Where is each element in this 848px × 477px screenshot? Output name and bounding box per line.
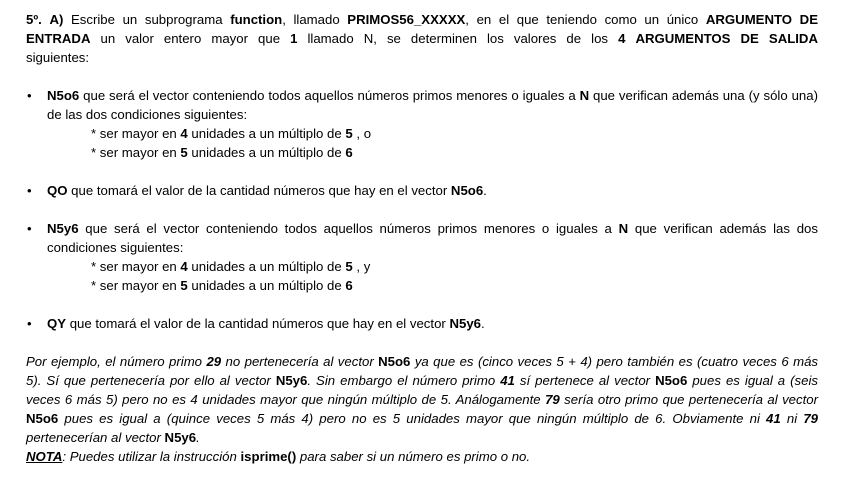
bullet-icon: •	[27, 88, 32, 103]
var-name: N5o6	[47, 88, 80, 103]
keyword-argumento: ARGUMENTO DE	[705, 12, 819, 27]
intro-line-2	[26, 29, 818, 48]
bullet-text: que verifican además una (y sólo una) de las dos condiciones siguientes:	[47, 88, 818, 122]
bullet-text: que será el vector conteniendo todos aquellos números primos menores o iguales a	[79, 88, 580, 103]
exercise-document	[26, 10, 818, 466]
condition-line: * ser mayor en 4 unidades a un múltiplo de 5 , o	[91, 126, 372, 141]
bullet-text: que verifican además las dos condiciones siguientes:	[47, 221, 818, 255]
keyword-one: 1	[290, 31, 298, 46]
var-name: QY	[47, 316, 67, 331]
condition-line: * ser mayor en 5 unidades a un múltiplo de 6	[91, 145, 353, 160]
note-label: NOTA	[26, 449, 63, 464]
condition-line: * ser mayor en 5 unidades a un múltiplo de 6	[91, 278, 353, 293]
keyword-function: function	[230, 12, 283, 27]
var-ref: N5o6	[450, 183, 484, 198]
var-ref: N5y6	[449, 316, 481, 331]
bullet-text: que será el vector conteniendo todos aquellos números primos menores o iguales a	[78, 221, 619, 236]
intro-text: llamado N, se determinen los valores de los	[297, 31, 619, 46]
exercise-part: A)	[49, 12, 64, 27]
intro-line-3: siguientes:	[26, 50, 90, 65]
bullet-qo: • QO que tomará el valor de la cantidad números que hay en el vector N5o6.	[27, 183, 487, 198]
intro-text: , llamado	[282, 12, 348, 27]
example-paragraph: Por ejemplo, el número primo 29 no pertenecería al vector N5o6 ya que es (cinco veces 5 + 4) pero también es (cuatro veces 6 más 5). Sí que pertenecería por ello al vector N5y6. Sin embargo el número primo 41 sí pertenece al vector N5o6 pues es igual a (seis veces 6 más 5) pero no es 4 unidades mayor que ningún múltiplo de 5. Análogamente 79 sería otro primo que pertenecería al vector N5o6 pues es igual a (quince veces 5 más 4) pero no es 5 unidades mayor que ningún múltiplo de 6. Obviamente ni 41 ni 79 pertenecerían al vector N5y6.	[26, 354, 819, 445]
function-name: PRIMOS56_XXXXX	[347, 12, 466, 27]
bullet-icon: •	[27, 316, 32, 331]
bullet-n5y6	[26, 219, 818, 257]
bullet-icon: •	[27, 221, 32, 236]
bullet-text: que tomará el valor de la cantidad números que hay en el vector	[67, 183, 451, 198]
bullet-text: que tomará el valor de la cantidad números que hay en el vector	[66, 316, 450, 331]
intro-text: , en el que teniendo como un único	[465, 12, 706, 27]
var-name: QO	[47, 183, 68, 198]
keyword-salida: ARGUMENTOS DE SALIDA	[635, 31, 818, 46]
intro-line-1	[26, 10, 818, 29]
bullet-n5o6	[26, 86, 818, 124]
var-n: N	[579, 88, 590, 103]
var-name: N5y6	[47, 221, 79, 236]
function-isprime: isprime()	[240, 449, 297, 464]
var-n: N	[618, 221, 629, 236]
note-paragraph: NOTA: Puedes utilizar la instrucción isprime() para saber si un número es primo o no.	[26, 449, 531, 464]
keyword-four: 4	[618, 31, 626, 46]
bullet-qy: • QY que tomará el valor de la cantidad números que hay en el vector N5y6.	[27, 316, 485, 331]
intro-text: Escribe un subprograma	[63, 12, 231, 27]
bullet-icon: •	[27, 183, 32, 198]
condition-line: * ser mayor en 4 unidades a un múltiplo de 5 , y	[91, 259, 371, 274]
exercise-number: 5º.	[26, 12, 42, 27]
keyword-entrada: ENTRADA	[26, 31, 91, 46]
intro-text: un valor entero mayor que	[90, 31, 291, 46]
